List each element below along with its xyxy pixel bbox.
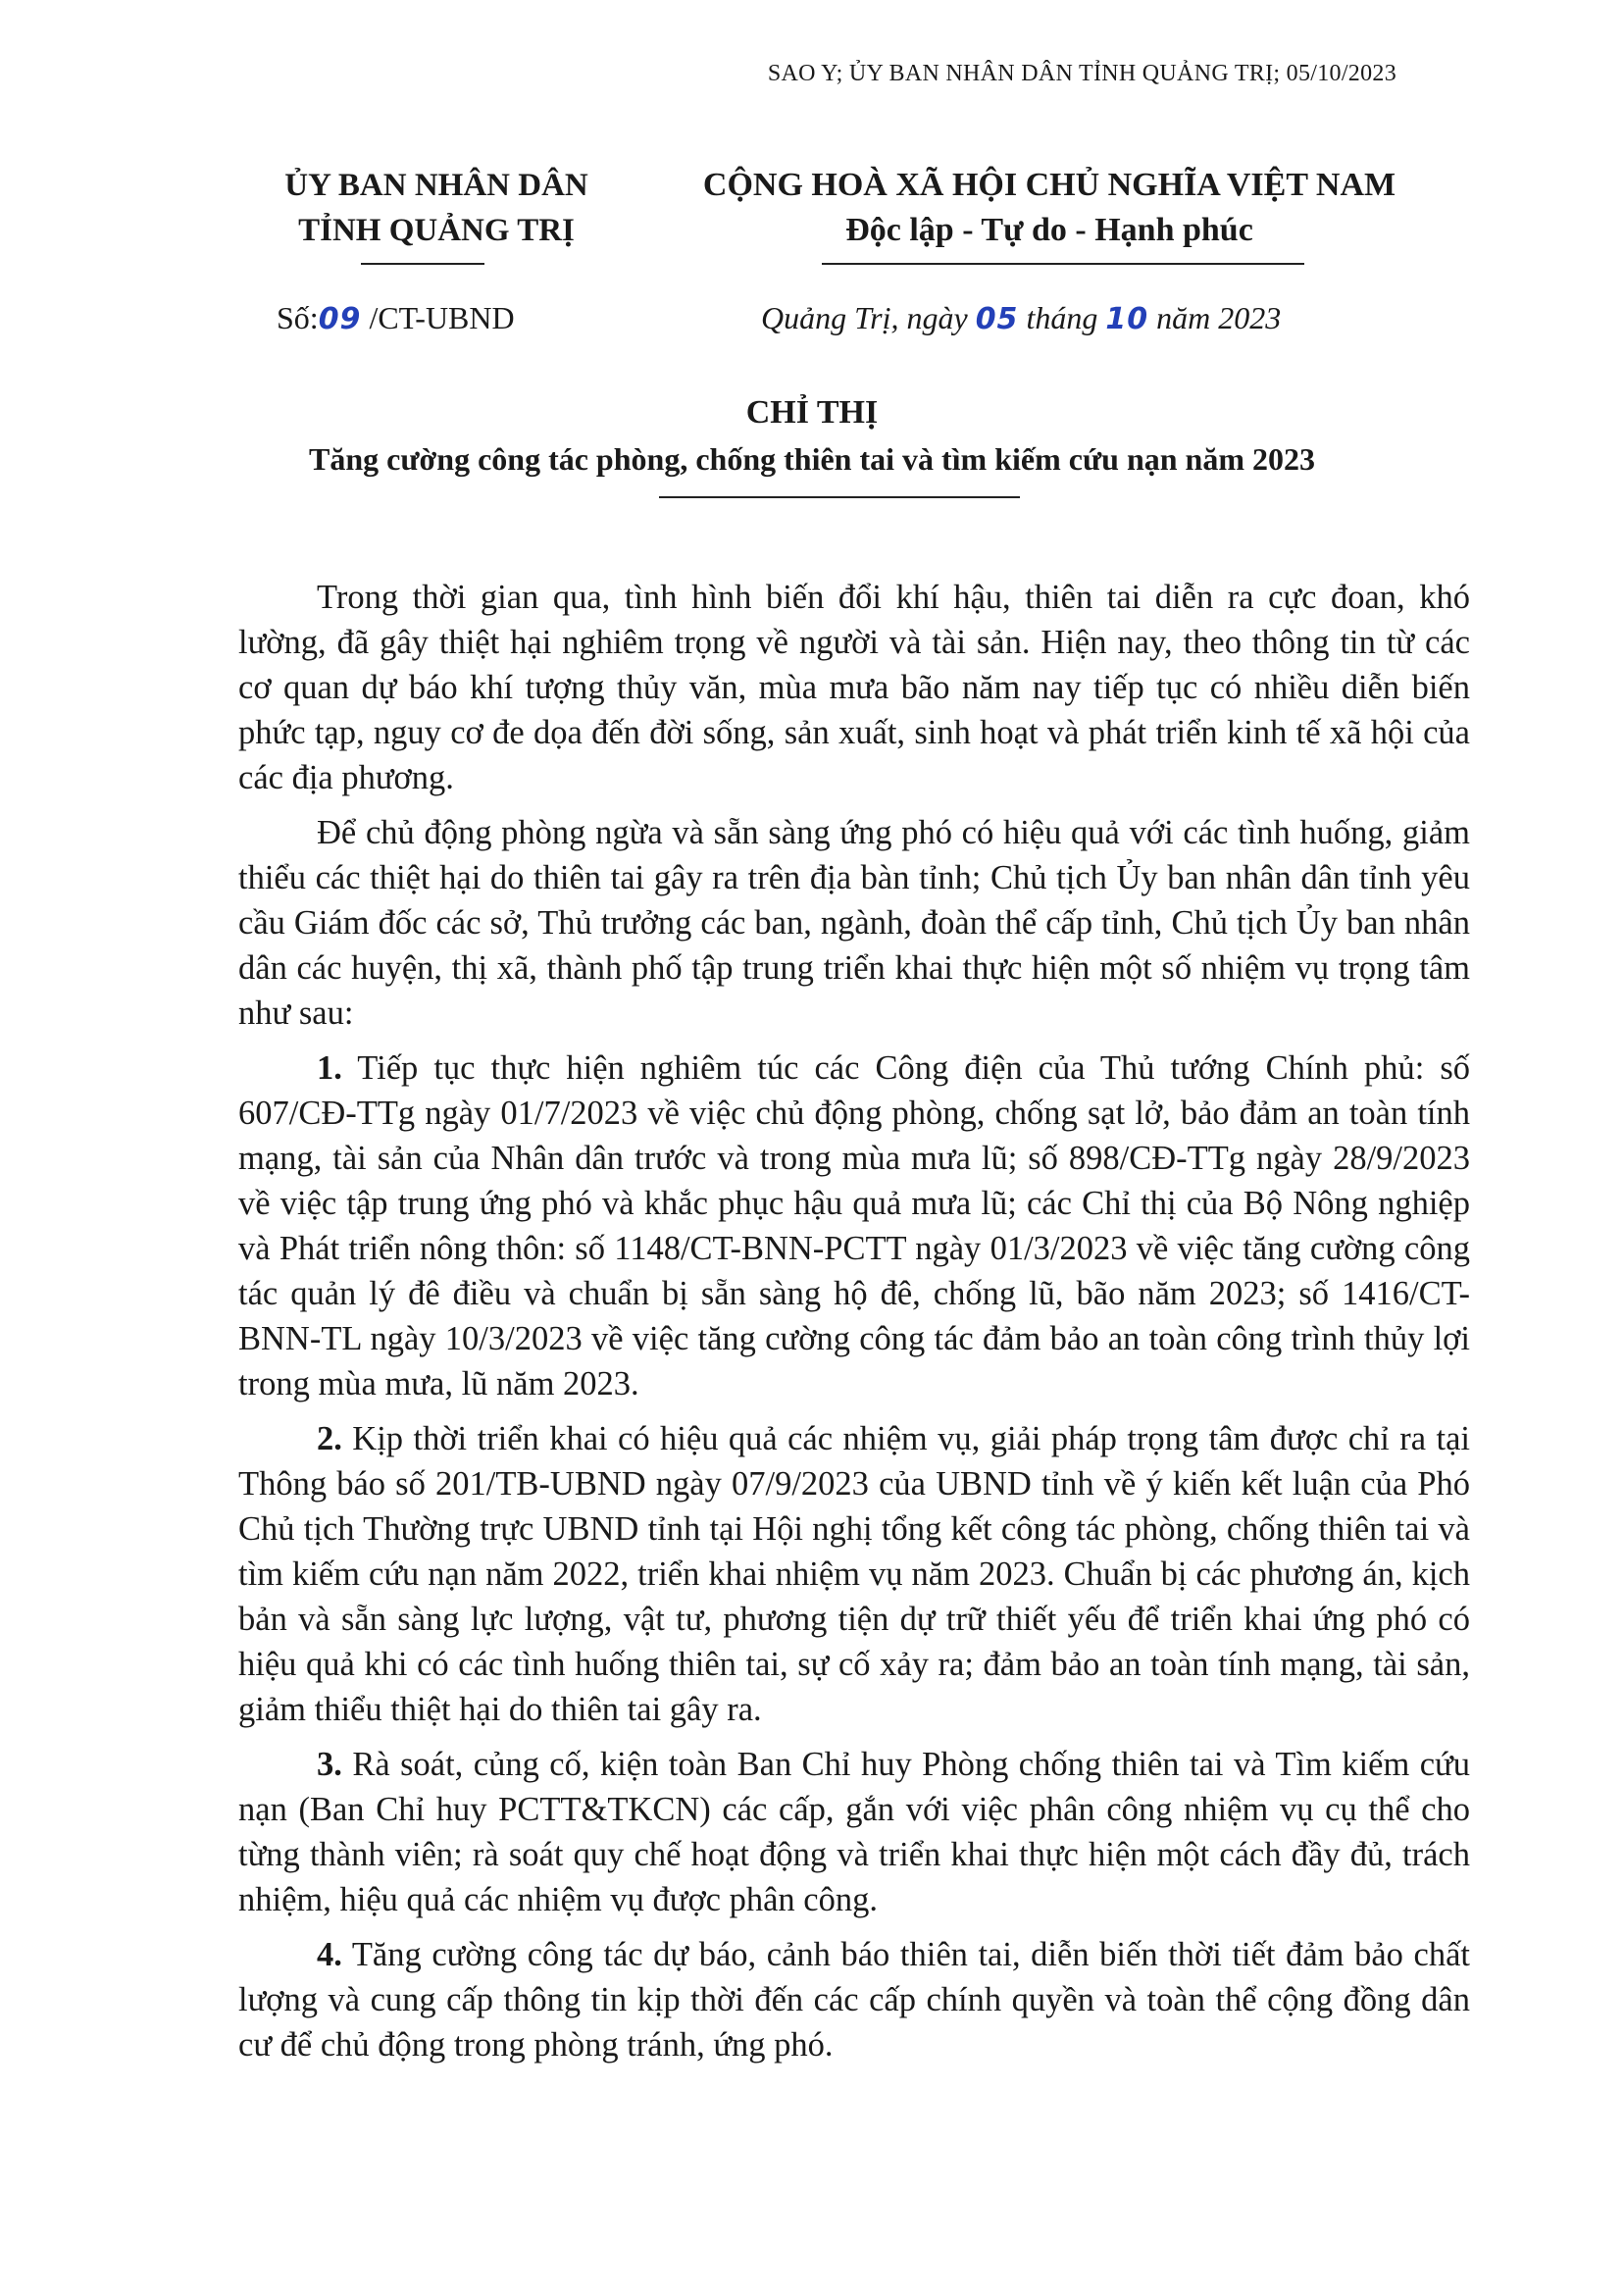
paragraph-item-4: 4. Tăng cường công tác dự báo, cảnh báo thiên tai, diễn biến thời tiết đảm bảo chất lượng và cung cấp thông tin kịp thời đến các cấp chính quyền và toàn thể cộng đồng dân cư để chủ động trong phòng tránh, ứng phó.	[238, 1936, 1470, 2064]
paragraph: Trong thời gian qua, tình hình biến đổi khí hậu, thiên tai diễn ra cực đoan, khó lường, đã gây thiệt hại nghiêm trọng về người và tài sản. Hiện nay, theo thông tin từ các cơ quan dự báo khí tượng thủy văn, mùa mưa bão năm nay tiếp tục có nhiều diễn biến phức tạp, nguy cơ đe dọa đến đời sống, sản xuất, sinh hoạt và phát triển kinh tế xã hội của các địa phương.	[238, 579, 1470, 796]
date-day: 05	[975, 302, 1019, 336]
issuer-line-1: ỦY BAN NHÂN DÂN	[284, 168, 588, 203]
date-year: năm 2023	[1148, 300, 1282, 335]
date-month: 10	[1105, 302, 1149, 336]
paragraph-item-1: 1. Tiếp tục thực hiện nghiêm túc các Công điện của Thủ tướng Chính phủ: số 607/CĐ-TTg ngày 01/7/2023 về việc chủ động phòng, chống sạt lở, bảo đảm an toàn tính mạng, tài sản của Nhân dân trước và trong mùa mưa lũ; số 898/CĐ-TTg ngày 28/9/2023 về việc tập trung ứng phó và khắc phục hậu quả mưa lũ; các Chỉ thị của Bộ Nông nghiệp và Phát triển nông thôn: số 1148/CT-BNN-PCTT ngày 01/3/2023 về việc tăng cường công tác quản lý đê điều và chuẩn bị sẵn sàng hộ đê, chống lũ, bão năm 2023; số 1416/CT-BNN-TL ngày 10/3/2023 về việc tăng cường công tác đảm bảo an toàn công trình thủy lợi trong mùa mưa, lũ năm 2023.	[238, 1049, 1470, 1402]
issuer-underline	[361, 263, 484, 265]
national-motto: Độc lập - Tự do - Hạnh phúc	[845, 212, 1253, 248]
document-number	[277, 300, 515, 336]
number-suffix: /CT-UBND	[361, 300, 515, 335]
date-month-label: tháng	[1018, 300, 1106, 335]
paragraph-item-3: 3. Rà soát, củng cố, kiện toàn Ban Chỉ huy Phòng chống thiên tai và Tìm kiếm cứu nạn (Ban Chỉ huy PCTT&TKCN) các cấp, gắn với việc phân công nhiệm vụ cụ thể cho từng thành viên; rà soát quy chế hoạt động và triển khai thực hiện một cách đầy đủ, trách nhiệm, hiệu quả các nhiệm vụ được phân công.	[238, 1746, 1470, 1918]
date-place: Quảng Trị, ngày	[761, 300, 976, 335]
paragraph: Để chủ động phòng ngừa và sẵn sàng ứng phó có hiệu quả với các tình huống, giảm thiểu các thiệt hại do thiên tai gây ra trên địa bàn tỉnh; Chủ tịch Ủy ban nhân dân tỉnh yêu cầu Giám đốc các sở, Thủ trưởng các ban, ngành, đoàn thể cấp tỉnh, Chủ tịch Ủy ban nhân dân các huyện, thị xã, thành phố tập trung triển khai thực hiện một số nhiệm vụ trọng tâm như sau:	[238, 814, 1470, 1032]
subject-underline	[659, 496, 1020, 498]
number-value: 09	[318, 302, 362, 336]
motto-underline	[822, 263, 1304, 265]
paragraph-item-2: 2. Kịp thời triển khai có hiệu quả các nhiệm vụ, giải pháp trọng tâm được chỉ ra tại Thông báo số 201/TB-UBND ngày 07/9/2023 của UBND tỉnh về ý kiến kết luận của Phó Chủ tịch Thường trực UBND tỉnh tại Hội nghị tổng kết công tác phòng, chống thiên tai và tìm kiếm cứu nạn năm 2022, triển khai nhiệm vụ năm 2023. Chuẩn bị các phương án, kịch bản và sẵn sàng lực lượng, vật tư, phương tiện dự trữ thiết yếu để triển khai ứng phó có hiệu quả khi có các tình huống thiên tai, sự cố xảy ra; đảm bảo an toàn tính mạng, tài sản, giảm thiểu thiệt hại do thiên tai gây ra.	[238, 1420, 1470, 1728]
number-prefix: Số:	[277, 300, 319, 335]
copy-certification-note: SAO Y; ỦY BAN NHÂN DÂN TỈNH QUẢNG TRỊ; 05/10/2023	[767, 61, 1396, 86]
place-and-date	[761, 300, 1281, 336]
document-type: CHỈ THỊ	[745, 394, 879, 431]
national-header	[647, 163, 1451, 253]
issuer-header	[240, 163, 633, 253]
document-subject: Tăng cường công tác phòng, chống thiên tai và tìm kiếm cứu nạn năm 2023	[309, 441, 1315, 477]
national-title: CỘNG HOÀ XÃ HỘI CHỦ NGHĨA VIỆT NAM	[702, 167, 1396, 203]
issuer-line-2: TỈNH QUẢNG TRỊ	[298, 213, 575, 248]
document-body	[238, 575, 1470, 2077]
